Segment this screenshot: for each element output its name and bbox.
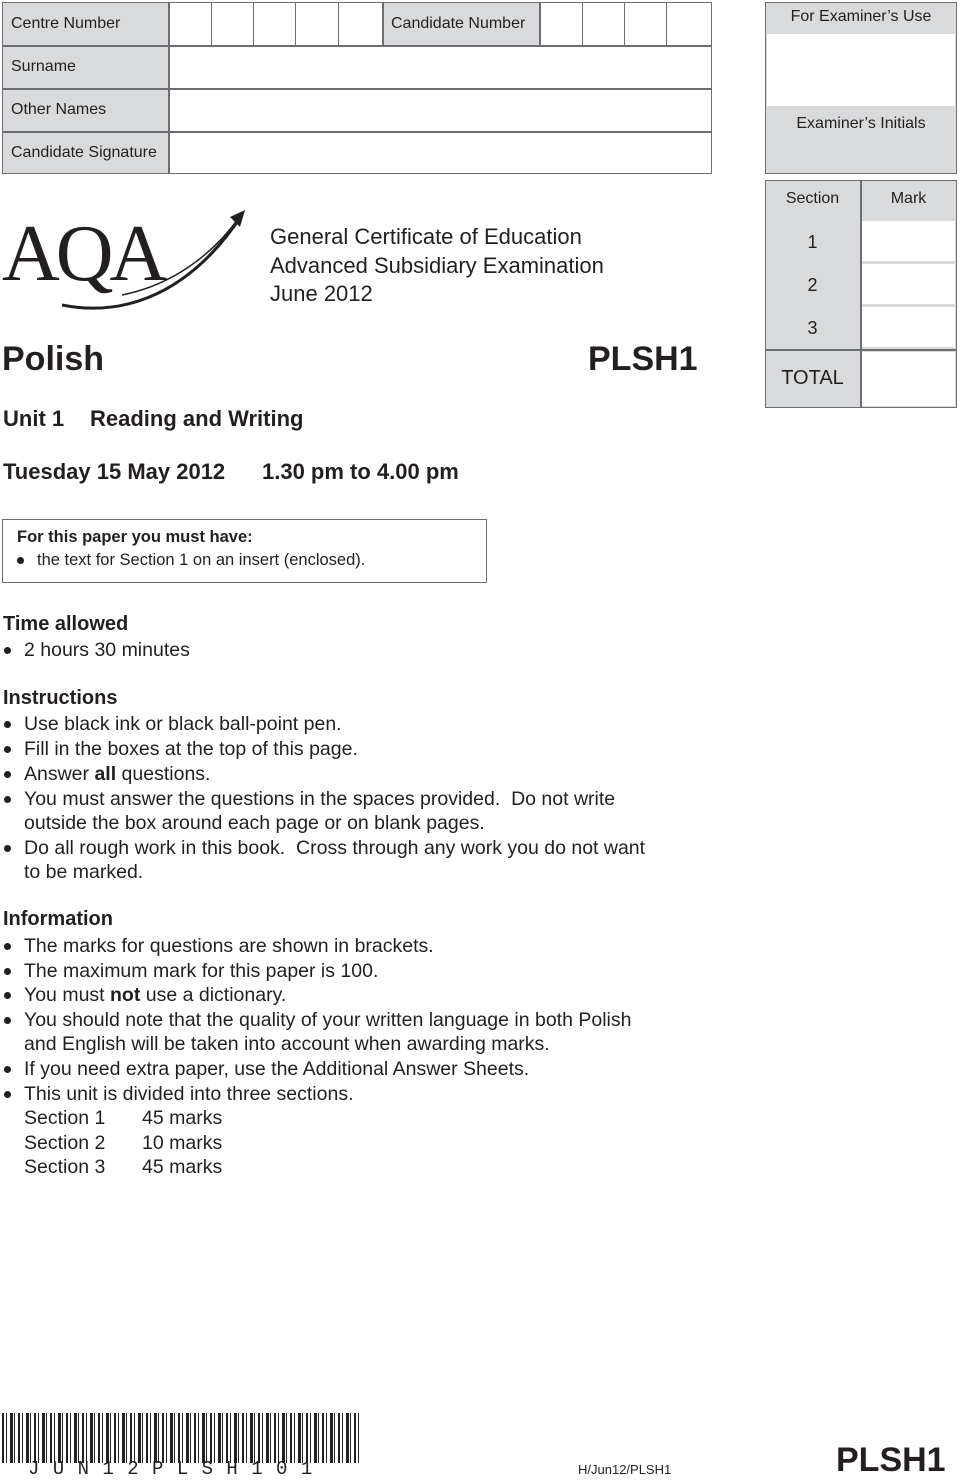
centre-number-box-2[interactable] — [212, 3, 254, 45]
candidate-number-box-4[interactable] — [667, 3, 710, 45]
unit-number: Unit 1 — [3, 406, 65, 431]
instruction-2: Fill in the boxes at the top of this page. — [24, 738, 358, 760]
section-row-3: 3 — [807, 318, 818, 338]
instruction-1: Use black ink or black ball-point pen. — [24, 713, 342, 735]
mark-cell-3[interactable] — [862, 307, 955, 347]
time-allowed-item: 2 hours 30 minutes — [24, 639, 190, 661]
qualification-line-1: General Certificate of Education — [270, 224, 582, 249]
information-4-line-2: and English will be taken into account when awarding marks. — [24, 1033, 550, 1055]
barcode-text: J U N 1 2 P L S H 1 0 1 — [28, 1458, 314, 1480]
information-3 — [24, 983, 286, 1008]
section-2-marks: 10 marks — [142, 1132, 223, 1154]
information-3-pre: You must — [24, 984, 110, 1006]
mark-cell-2[interactable] — [862, 264, 955, 304]
instruction-3 — [24, 762, 210, 787]
aqa-logo-swoosh-icon — [2, 205, 252, 315]
bullet-icon — [17, 557, 24, 564]
candidate-signature-field[interactable] — [170, 133, 710, 173]
candidate-number-box-3[interactable] — [625, 3, 667, 45]
examiner-initials-field[interactable] — [767, 34, 955, 106]
information-6: This unit is divided into three sections. — [24, 1083, 354, 1105]
unit-title: Reading and Writing — [90, 406, 304, 431]
bullet-icon — [4, 721, 11, 728]
instruction-3-emphasis: all — [94, 763, 117, 785]
candidate-number-label: Candidate Number — [383, 3, 539, 45]
mark-cell-1[interactable] — [862, 221, 955, 261]
centre-number-label: Centre Number — [3, 3, 168, 45]
bullet-icon — [4, 771, 11, 778]
instructions-heading: Instructions — [3, 687, 118, 709]
section-2-name: Section 2 — [24, 1132, 106, 1154]
candidate-number-box-2[interactable] — [583, 3, 625, 45]
examiners-initials-label: Examiner’s Initials — [796, 115, 926, 132]
centre-number-box-3[interactable] — [254, 3, 296, 45]
bullet-icon — [4, 1017, 11, 1024]
bullet-icon — [4, 992, 11, 999]
other-names-label: Other Names — [3, 89, 168, 131]
instruction-5-line-1: Do all rough work in this book. Cross through any work you do not want — [24, 837, 646, 859]
section-1-name: Section 1 — [24, 1107, 106, 1129]
bullet-icon — [4, 746, 11, 753]
paper-code: PLSH1 — [588, 340, 698, 378]
bullet-icon — [4, 647, 11, 654]
section-header: Section — [785, 190, 840, 207]
bullet-icon — [4, 1091, 11, 1098]
total-mark-cell[interactable] — [862, 352, 955, 406]
centre-number-box-1[interactable] — [170, 3, 212, 45]
other-names-field[interactable] — [170, 90, 710, 131]
aqa-logo-text: AQA — [2, 210, 164, 298]
information-5: If you need extra paper, use the Additional Answer Sheets. — [24, 1058, 530, 1080]
paper-reference: H/Jun12/PLSH1 — [578, 1462, 672, 1477]
information-heading: Information — [3, 908, 113, 930]
footer-paper-code: PLSH1 — [836, 1441, 946, 1479]
bullet-icon — [4, 796, 11, 803]
section-row-1: 1 — [807, 232, 818, 252]
information-4-line-1: You should note that the quality of your written language in both Polish — [24, 1009, 632, 1031]
bullet-icon — [4, 1066, 11, 1073]
exam-time: 1.30 pm to 4.00 pm — [262, 459, 459, 484]
section-3-name: Section 3 — [24, 1156, 106, 1178]
surname-label: Surname — [3, 46, 168, 88]
information-1: The marks for questions are shown in brackets. — [24, 935, 434, 957]
mark-header: Mark — [890, 190, 927, 207]
qualification-line-3: June 2012 — [270, 281, 373, 306]
bullet-icon — [4, 845, 11, 852]
aqa-logo — [2, 205, 252, 315]
instruction-5-line-2: to be marked. — [24, 861, 144, 883]
centre-number-box-5[interactable] — [339, 3, 381, 45]
total-label: TOTAL — [781, 367, 844, 389]
candidate-number-box-1[interactable] — [541, 3, 583, 45]
time-allowed-heading: Time allowed — [3, 613, 129, 635]
section-row-2: 2 — [807, 275, 818, 295]
instruction-3-post: questions. — [116, 763, 211, 785]
section-3-marks: 45 marks — [142, 1156, 223, 1178]
bullet-icon — [4, 968, 11, 975]
information-3-emphasis: not — [110, 984, 141, 1006]
materials-item: the text for Section 1 on an insert (enclosed). — [37, 551, 366, 569]
instruction-3-pre: Answer — [24, 763, 95, 785]
section-1-marks: 45 marks — [142, 1107, 223, 1129]
information-3-post: use a dictionary. — [140, 984, 287, 1006]
exam-date: Tuesday 15 May 2012 — [3, 459, 226, 484]
barcode — [2, 1413, 362, 1463]
centre-number-box-4[interactable] — [296, 3, 339, 45]
materials-heading: For this paper you must have: — [17, 528, 253, 546]
qualification-line-2: Advanced Subsidiary Examination — [270, 253, 604, 278]
surname-field[interactable] — [170, 47, 710, 88]
subject-title: Polish — [2, 340, 105, 378]
information-2: The maximum mark for this paper is 100. — [24, 960, 379, 982]
candidate-signature-label: Candidate Signature — [3, 132, 168, 173]
bullet-icon — [4, 943, 11, 950]
for-examiners-use-label: For Examiner’s Use — [790, 8, 932, 25]
instruction-4-line-2: outside the box around each page or on blank pages. — [24, 812, 485, 834]
instruction-4-line-1: You must answer the questions in the spaces provided. Do not write — [24, 788, 616, 810]
